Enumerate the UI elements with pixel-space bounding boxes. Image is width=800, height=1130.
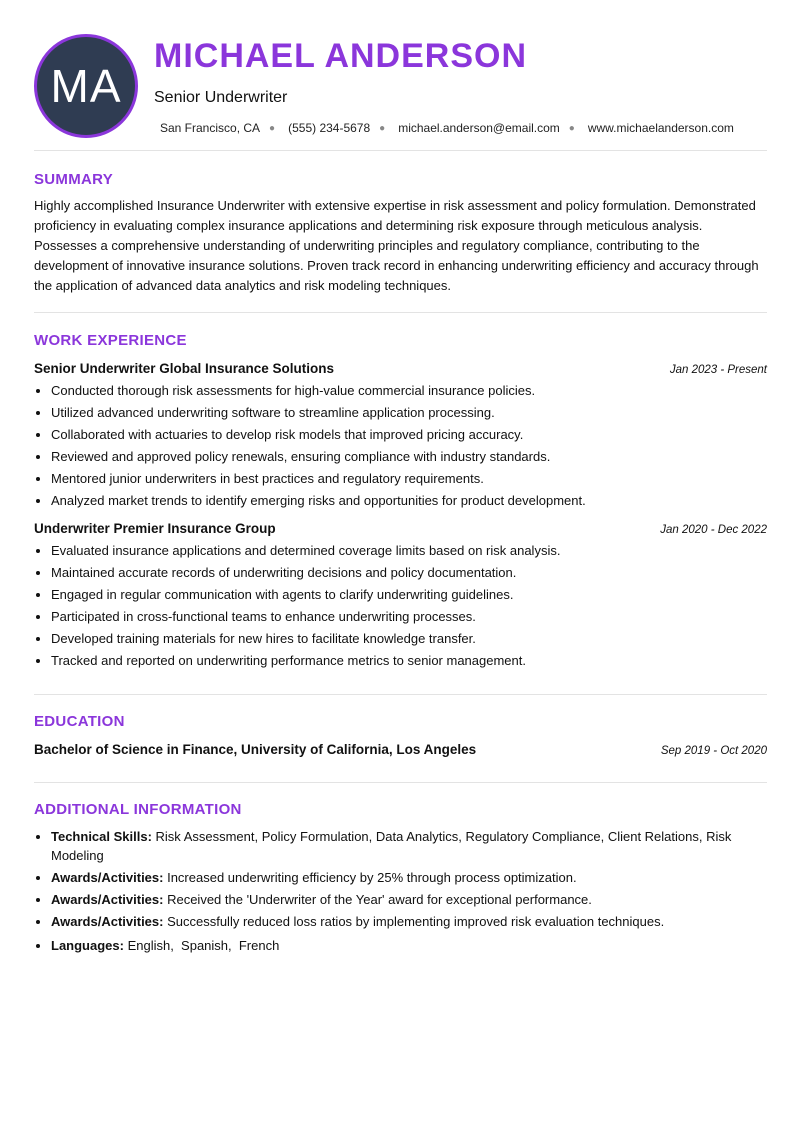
separator-dot-icon: ● [568,122,575,134]
info-label: Languages: [51,938,124,953]
info-text: English, Spanish, French [123,938,280,953]
job-bullets [34,380,767,512]
info-label: Awards/Activities: [51,914,164,929]
summary-text: Highly accomplished Insurance Underwriter with extensive expertise in risk assessment and policy formulation. Demonstrated proficiency in evaluating complex insurance applications and determining risk exposure through meticulous analysis. Possesses a comprehensive understanding of underwriting principles and regulatory compliance, contributing to the development of innovative insurance solutions. Proven track record in enhancing underwriting efficiency and accuracy through the application of advanced data analytics and risk modeling techniques. [34,198,759,293]
info-label: Technical Skills: [51,829,152,844]
list-item [51,936,767,955]
list-item: • Mentored junior underwriters in best practices and regulatory requirements. [51,468,767,490]
list-item [51,868,767,887]
separator-dot-icon: ● [269,122,276,134]
education-section [34,695,767,782]
job-bullets [34,540,767,672]
contact-website[interactable]: www.michaelanderson.com [587,121,734,135]
info-text: Received the 'Underwriter of the Year' award for exceptional performance. [163,892,592,907]
job-date: Jan 2023 - Present [669,364,767,376]
experience-section [34,313,767,688]
additional-list [34,827,767,955]
list-item: • Tracked and reported on underwriting performance metrics to senior management. [51,650,767,672]
separator-dot-icon: ● [379,122,386,134]
list-item [51,890,767,909]
list-item: • Reviewed and approved policy renewals, ensuring compliance with industry standards. [51,446,767,468]
list-item: • Conducted thorough risk assessments for high-value commercial insurance policies. [51,380,767,402]
job-role: Senior Underwriter Global Insurance Solutions [34,361,335,376]
contact-bar [160,121,734,135]
section-title-experience: WORK EXPERIENCE [34,332,187,349]
job-role: Underwriter Premier Insurance Group [34,521,276,536]
list-item: • Developed training materials for new hires to facilitate knowledge transfer. [51,628,767,650]
avatar [34,34,138,138]
list-item [51,912,767,931]
contact-email[interactable]: michael.anderson@email.com [398,121,560,135]
resume-header [34,0,767,150]
summary-section [34,151,767,312]
avatar-initials: MA [50,60,122,112]
info-text: Successfully reduced loss ratios by implementing improved risk evaluation techniques. [163,914,665,929]
info-label: Awards/Activities: [51,892,164,907]
list-item: • Evaluated insurance applications and determined coverage limits based on risk analysis. [51,540,767,562]
info-text: Risk Assessment, Policy Formulation, Data Analytics, Regulatory Compliance, Client Relations, Risk Modeling [51,829,732,863]
list-item: • Participated in cross-functional teams to enhance underwriting processes. [51,606,767,628]
candidate-name: MICHAEL ANDERSON [154,37,528,75]
list-item [51,827,767,865]
job-title: Senior Underwriter [154,89,288,106]
list-item: • Utilized advanced underwriting software to streamline application processing. [51,402,767,424]
list-item: • Collaborated with actuaries to develop risk models that improved pricing accuracy. [51,424,767,446]
list-item: • Maintained accurate records of underwriting decisions and policy documentation. [51,562,767,584]
info-label: Awards/Activities: [51,870,164,885]
additional-section [34,783,767,955]
job-entry [34,361,767,512]
job-entry [34,521,767,672]
contact-phone: (555) 234-5678 [288,121,371,135]
info-text: Increased underwriting efficiency by 25% through process optimization. [163,870,577,885]
resume-page [34,0,767,958]
job-date: Jan 2020 - Dec 2022 [660,524,767,536]
contact-location: San Francisco, CA [160,121,261,135]
section-title-summary: SUMMARY [34,171,114,188]
section-title-education: EDUCATION [34,713,125,730]
section-title-additional: ADDITIONAL INFORMATION [34,801,242,818]
education-degree: Bachelor of Science in Finance, University of California, Los Angeles [34,742,477,757]
education-date: Sep 2019 - Oct 2020 [660,745,767,757]
list-item: • Engaged in regular communication with agents to clarify underwriting guidelines. [51,584,767,606]
list-item: • Analyzed market trends to identify emerging risks and opportunities for product development. [51,490,767,512]
